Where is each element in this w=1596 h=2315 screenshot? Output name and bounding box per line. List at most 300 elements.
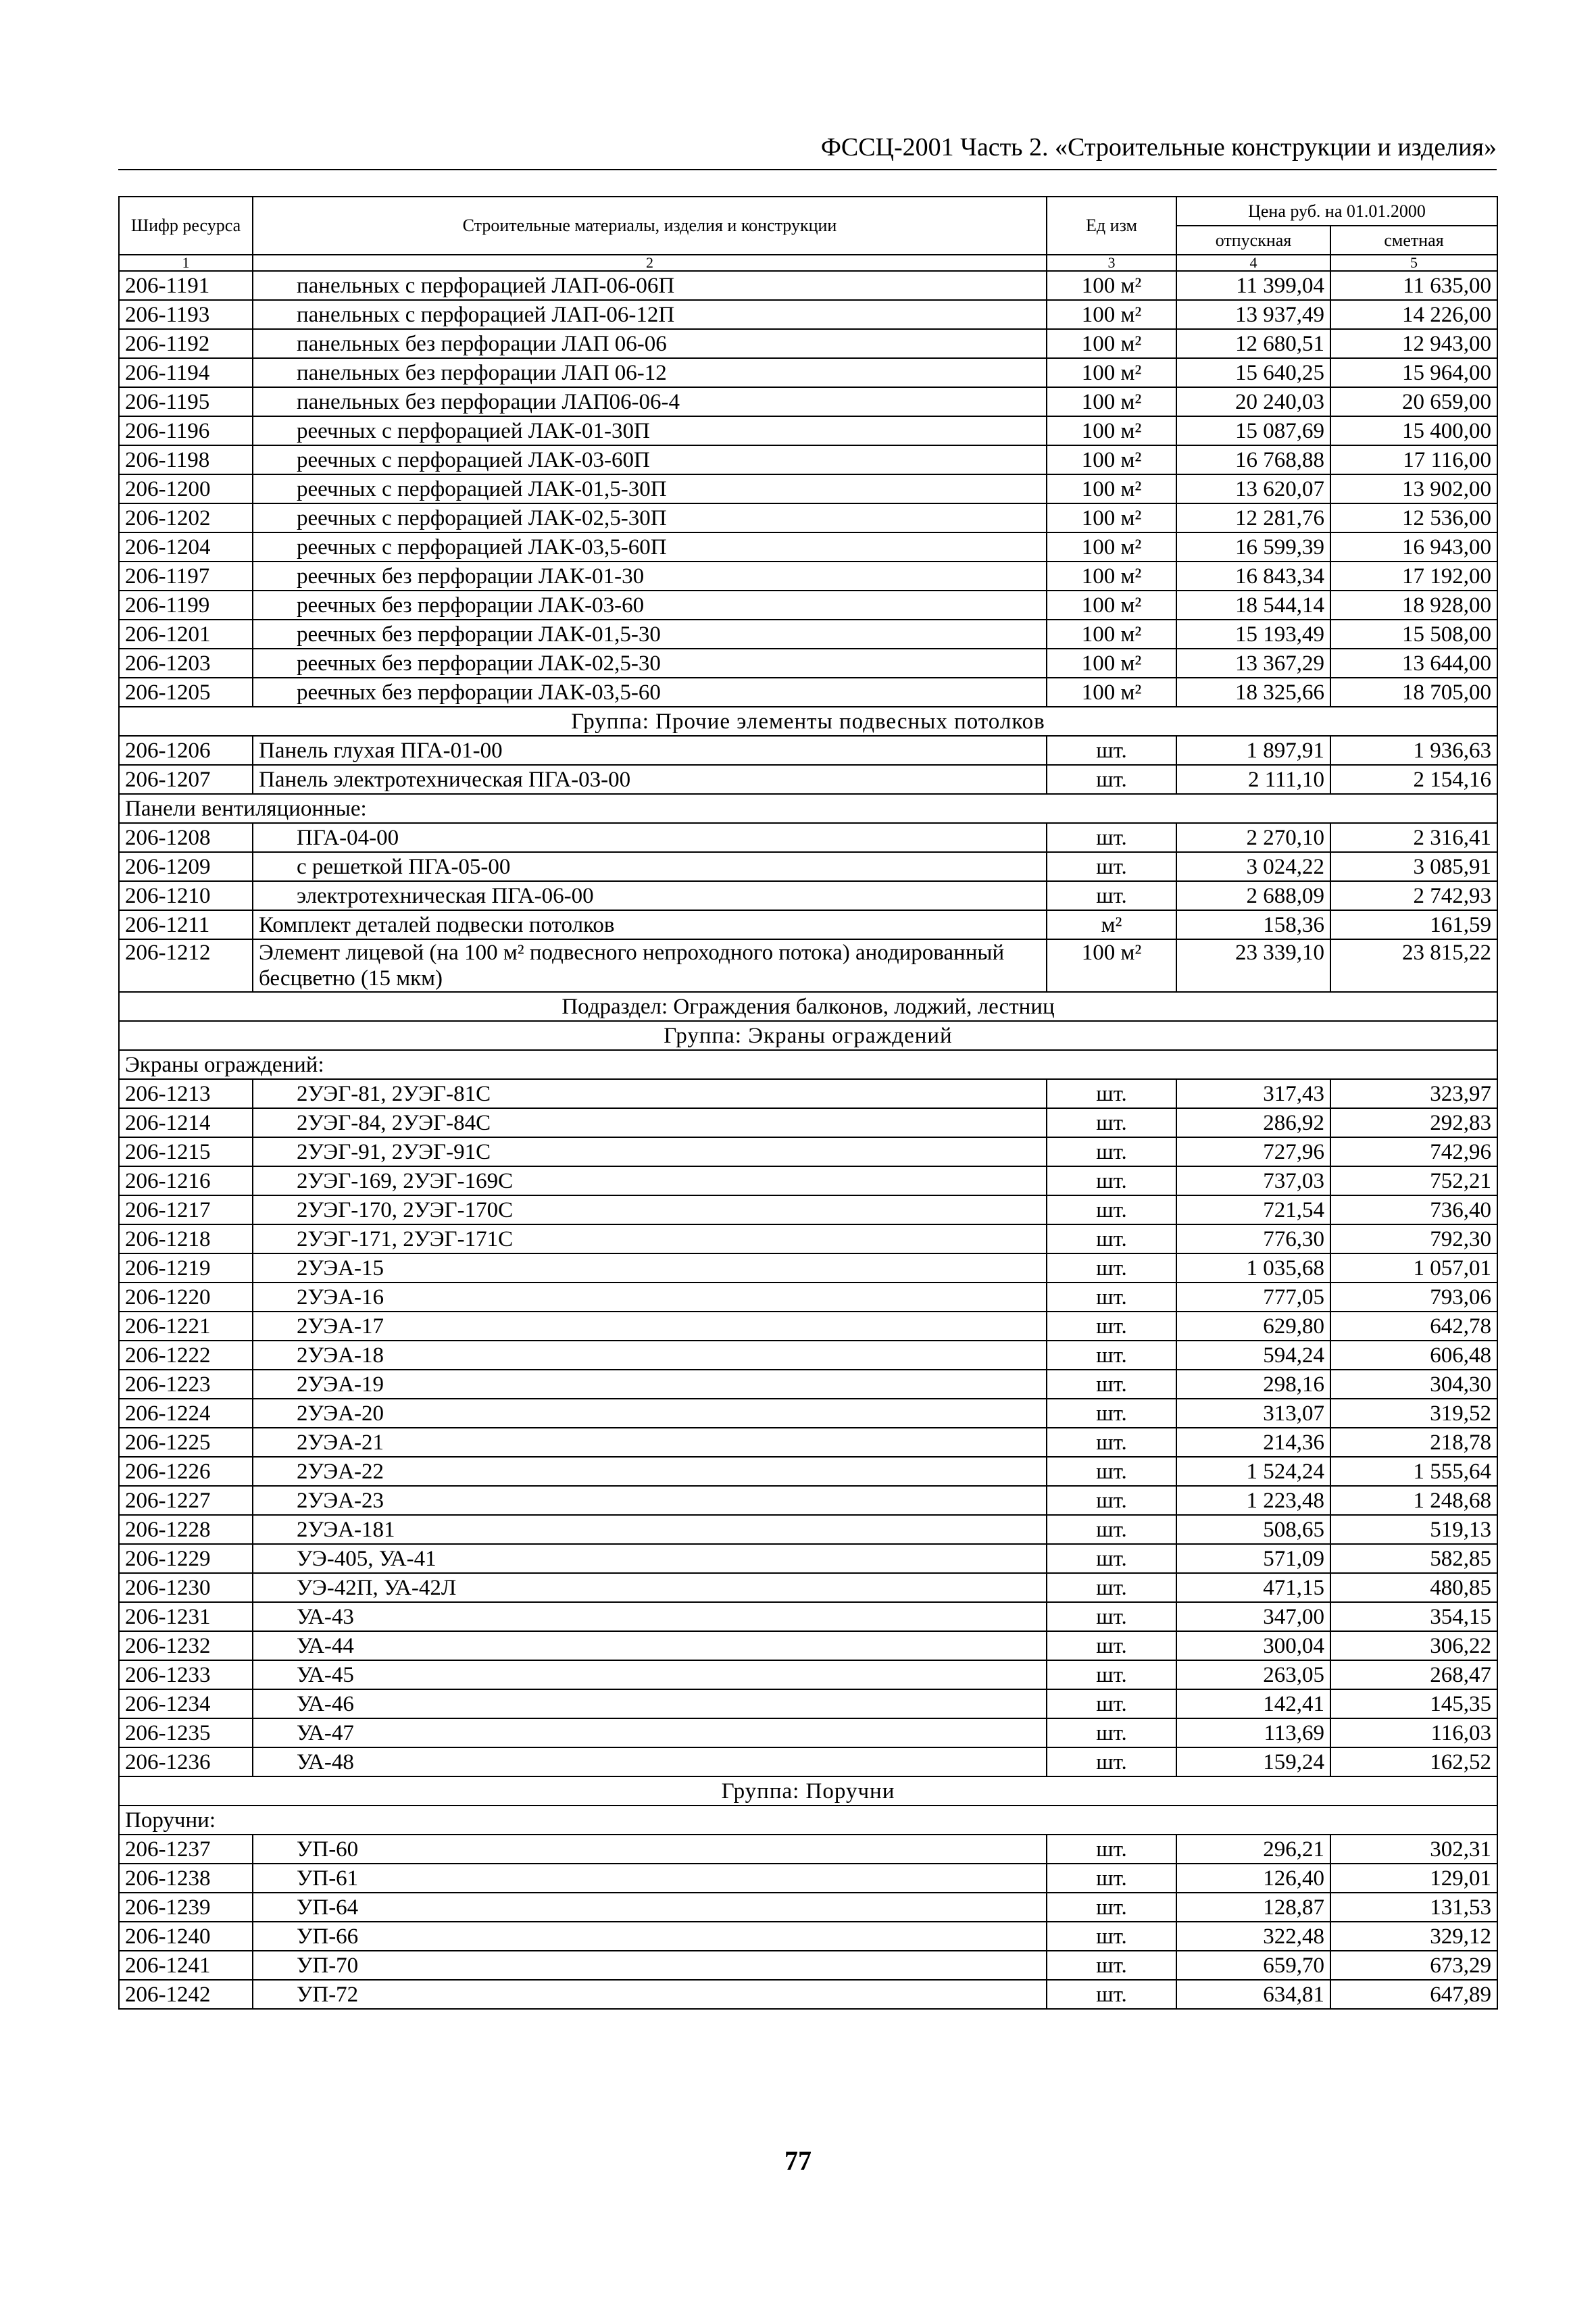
material-name: 2УЭГ-169, 2УЭГ-169С [253, 1166, 1047, 1195]
price-wholesale: 263,05 [1176, 1660, 1330, 1689]
price-wholesale: 15 193,49 [1176, 620, 1330, 649]
price-wholesale: 12 680,51 [1176, 329, 1330, 358]
price-wholesale: 508,65 [1176, 1515, 1330, 1544]
subsection-row [119, 992, 1497, 1021]
price-table [118, 196, 1498, 2010]
resource-code: 206-1222 [119, 1341, 253, 1370]
unit: 100 м² [1047, 474, 1176, 503]
price-wholesale: 11 399,04 [1176, 271, 1330, 300]
price-wholesale: 142,41 [1176, 1689, 1330, 1718]
material-name: панельных без перфорации ЛАП06-06-4 [253, 387, 1047, 416]
resource-code: 206-1210 [119, 881, 253, 910]
table-row [119, 881, 1497, 910]
price-wholesale: 18 325,66 [1176, 678, 1330, 707]
unit: шт. [1047, 1137, 1176, 1166]
resource-code: 206-1229 [119, 1544, 253, 1573]
material-name: 2УЭА-16 [253, 1283, 1047, 1312]
material-name: 2УЭА-18 [253, 1341, 1047, 1370]
price-estimate: 302,31 [1330, 1835, 1497, 1864]
material-name: 2УЭА-15 [253, 1253, 1047, 1283]
price-wholesale: 23 339,10 [1176, 939, 1330, 992]
price-estimate: 793,06 [1330, 1283, 1497, 1312]
material-name: УП-66 [253, 1922, 1047, 1951]
material-name: реечных с перфорацией ЛАК-01,5-30П [253, 474, 1047, 503]
resource-code: 206-1208 [119, 823, 253, 852]
price-wholesale: 317,43 [1176, 1079, 1330, 1108]
unit: шт. [1047, 1573, 1176, 1602]
price-wholesale: 347,00 [1176, 1602, 1330, 1631]
unit: шт. [1047, 1951, 1176, 1980]
table-row [119, 445, 1497, 474]
price-estimate: 292,83 [1330, 1108, 1497, 1137]
price-estimate: 268,47 [1330, 1660, 1497, 1689]
column-header-code: Шифр ресурса [119, 197, 253, 255]
column-header-price-group: Цена руб. на 01.01.2000 [1176, 197, 1497, 226]
price-wholesale: 2 688,09 [1176, 881, 1330, 910]
table-row [119, 1951, 1497, 1980]
price-estimate: 162,52 [1330, 1747, 1497, 1776]
material-name: 2УЭА-21 [253, 1428, 1047, 1457]
resource-code: 206-1230 [119, 1573, 253, 1602]
resource-code: 206-1228 [119, 1515, 253, 1544]
table-row [119, 562, 1497, 591]
resource-code: 206-1205 [119, 678, 253, 707]
unit: 100 м² [1047, 416, 1176, 445]
column-number: 4 [1176, 255, 1330, 271]
price-estimate: 15 400,00 [1330, 416, 1497, 445]
material-name: УА-43 [253, 1602, 1047, 1631]
column-number: 2 [253, 255, 1047, 271]
table-row [119, 620, 1497, 649]
resource-code: 206-1237 [119, 1835, 253, 1864]
table-row [119, 765, 1497, 794]
price-estimate: 673,29 [1330, 1951, 1497, 1980]
material-name: электротехническая ПГА-06-00 [253, 881, 1047, 910]
column-number: 3 [1047, 255, 1176, 271]
price-estimate: 2 742,93 [1330, 881, 1497, 910]
price-wholesale: 659,70 [1176, 1951, 1330, 1980]
price-wholesale: 1 035,68 [1176, 1253, 1330, 1283]
material-name: панельных без перфорации ЛАП 06-12 [253, 358, 1047, 387]
material-name: реечных с перфорацией ЛАК-03,5-60П [253, 532, 1047, 562]
table-row [119, 1166, 1497, 1195]
unit: шт. [1047, 1544, 1176, 1573]
note-heading: Экраны ограждений: [119, 1050, 1497, 1079]
material-name: реечных с перфорацией ЛАК-03-60П [253, 445, 1047, 474]
note-row [119, 794, 1497, 823]
price-estimate: 14 226,00 [1330, 300, 1497, 329]
price-estimate: 23 815,22 [1330, 939, 1497, 992]
price-estimate: 116,03 [1330, 1718, 1497, 1747]
table-body [119, 271, 1497, 2009]
unit: шт. [1047, 1718, 1176, 1747]
resource-code: 206-1234 [119, 1689, 253, 1718]
material-name: 2УЭА-20 [253, 1399, 1047, 1428]
unit: 100 м² [1047, 620, 1176, 649]
table-row [119, 1283, 1497, 1312]
price-wholesale: 1 524,24 [1176, 1457, 1330, 1486]
unit: шт. [1047, 1253, 1176, 1283]
price-wholesale: 286,92 [1176, 1108, 1330, 1137]
price-wholesale: 15 640,25 [1176, 358, 1330, 387]
price-wholesale: 16 843,34 [1176, 562, 1330, 591]
resource-code: 206-1197 [119, 562, 253, 591]
table-row [119, 1922, 1497, 1951]
resource-code: 206-1227 [119, 1486, 253, 1515]
resource-code: 206-1192 [119, 329, 253, 358]
material-name: реечных без перфорации ЛАК-03,5-60 [253, 678, 1047, 707]
table-row [119, 1253, 1497, 1283]
price-wholesale: 12 281,76 [1176, 503, 1330, 532]
material-name: ПГА-04-00 [253, 823, 1047, 852]
material-name: с решеткой ПГА-05-00 [253, 852, 1047, 881]
resource-code: 206-1216 [119, 1166, 253, 1195]
resource-code: 206-1201 [119, 620, 253, 649]
table-row [119, 910, 1497, 939]
table-row [119, 1602, 1497, 1631]
unit: шт. [1047, 1312, 1176, 1341]
resource-code: 206-1238 [119, 1864, 253, 1893]
group-row [119, 1776, 1497, 1806]
price-wholesale: 18 544,14 [1176, 591, 1330, 620]
table-row [119, 329, 1497, 358]
resource-code: 206-1193 [119, 300, 253, 329]
resource-code: 206-1239 [119, 1893, 253, 1922]
price-wholesale: 776,30 [1176, 1224, 1330, 1253]
column-header-unit: Ед изм [1047, 197, 1176, 255]
table-row [119, 474, 1497, 503]
material-name: 2УЭА-19 [253, 1370, 1047, 1399]
unit: 100 м² [1047, 358, 1176, 387]
price-wholesale: 214,36 [1176, 1428, 1330, 1457]
table-row [119, 1515, 1497, 1544]
price-estimate: 582,85 [1330, 1544, 1497, 1573]
note-heading: Поручни: [119, 1806, 1497, 1835]
price-estimate: 129,01 [1330, 1864, 1497, 1893]
resource-code: 206-1223 [119, 1370, 253, 1399]
price-wholesale: 296,21 [1176, 1835, 1330, 1864]
material-name: реечных с перфорацией ЛАК-02,5-30П [253, 503, 1047, 532]
page-number: 77 [784, 2145, 812, 2176]
material-name: УП-72 [253, 1980, 1047, 2009]
table-row [119, 1893, 1497, 1922]
material-name: УА-47 [253, 1718, 1047, 1747]
material-name: 2УЭА-181 [253, 1515, 1047, 1544]
price-estimate: 1 555,64 [1330, 1457, 1497, 1486]
table-row [119, 1544, 1497, 1573]
price-wholesale: 721,54 [1176, 1195, 1330, 1224]
resource-code: 206-1191 [119, 271, 253, 300]
resource-code: 206-1207 [119, 765, 253, 794]
price-estimate: 18 705,00 [1330, 678, 1497, 707]
price-wholesale: 629,80 [1176, 1312, 1330, 1341]
price-wholesale: 13 937,49 [1176, 300, 1330, 329]
material-name: панельных с перфорацией ЛАП-06-06П [253, 271, 1047, 300]
resource-code: 206-1240 [119, 1922, 253, 1951]
material-name: 2УЭГ-171, 2УЭГ-171С [253, 1224, 1047, 1253]
price-estimate: 306,22 [1330, 1631, 1497, 1660]
price-estimate: 145,35 [1330, 1689, 1497, 1718]
price-wholesale: 113,69 [1176, 1718, 1330, 1747]
resource-code: 206-1225 [119, 1428, 253, 1457]
price-wholesale: 1 897,91 [1176, 736, 1330, 765]
price-wholesale: 777,05 [1176, 1283, 1330, 1312]
resource-code: 206-1242 [119, 1980, 253, 2009]
price-wholesale: 571,09 [1176, 1544, 1330, 1573]
price-estimate: 480,85 [1330, 1573, 1497, 1602]
table-row [119, 416, 1497, 445]
resource-code: 206-1218 [119, 1224, 253, 1253]
unit: шт. [1047, 881, 1176, 910]
table-row [119, 1631, 1497, 1660]
price-wholesale: 471,15 [1176, 1573, 1330, 1602]
table-row [119, 1486, 1497, 1515]
material-name: реечных без перфорации ЛАК-01-30 [253, 562, 1047, 591]
table-row [119, 1195, 1497, 1224]
unit: шт. [1047, 823, 1176, 852]
price-wholesale: 13 367,29 [1176, 649, 1330, 678]
material-name: панельных с перфорацией ЛАП-06-12П [253, 300, 1047, 329]
resource-code: 206-1213 [119, 1079, 253, 1108]
table-row [119, 1718, 1497, 1747]
unit: 100 м² [1047, 591, 1176, 620]
price-wholesale: 300,04 [1176, 1631, 1330, 1660]
unit: шт. [1047, 1980, 1176, 2009]
resource-code: 206-1236 [119, 1747, 253, 1776]
resource-code: 206-1206 [119, 736, 253, 765]
price-estimate: 12 943,00 [1330, 329, 1497, 358]
price-wholesale: 313,07 [1176, 1399, 1330, 1428]
material-name: реечных без перфорации ЛАК-02,5-30 [253, 649, 1047, 678]
resource-code: 206-1209 [119, 852, 253, 881]
material-name: 2УЭГ-81, 2УЭГ-81С [253, 1079, 1047, 1108]
unit: шт. [1047, 1283, 1176, 1312]
table-row [119, 1864, 1497, 1893]
price-estimate: 304,30 [1330, 1370, 1497, 1399]
price-wholesale: 322,48 [1176, 1922, 1330, 1951]
price-estimate: 752,21 [1330, 1166, 1497, 1195]
price-wholesale: 2 270,10 [1176, 823, 1330, 852]
table-row [119, 1980, 1497, 2009]
table-row [119, 1747, 1497, 1776]
price-wholesale: 298,16 [1176, 1370, 1330, 1399]
group-heading: Группа: Прочие элементы подвесных потолков [119, 707, 1497, 736]
price-estimate: 13 644,00 [1330, 649, 1497, 678]
price-estimate: 1 248,68 [1330, 1486, 1497, 1515]
table-row [119, 1573, 1497, 1602]
table-header [119, 197, 1497, 271]
material-name: 2УЭА-17 [253, 1312, 1047, 1341]
resource-code: 206-1220 [119, 1283, 253, 1312]
table-row [119, 1835, 1497, 1864]
resource-code: 206-1232 [119, 1631, 253, 1660]
table-row [119, 1341, 1497, 1370]
material-name: УП-70 [253, 1951, 1047, 1980]
price-estimate: 2 316,41 [1330, 823, 1497, 852]
resource-code: 206-1221 [119, 1312, 253, 1341]
unit: 100 м² [1047, 939, 1176, 992]
price-wholesale: 15 087,69 [1176, 416, 1330, 445]
price-wholesale: 159,24 [1176, 1747, 1330, 1776]
table-row [119, 1457, 1497, 1486]
material-name: 2УЭА-23 [253, 1486, 1047, 1515]
price-estimate: 16 943,00 [1330, 532, 1497, 562]
price-wholesale: 1 223,48 [1176, 1486, 1330, 1515]
material-name: УА-45 [253, 1660, 1047, 1689]
unit: 100 м² [1047, 387, 1176, 416]
resource-code: 206-1203 [119, 649, 253, 678]
unit: шт. [1047, 765, 1176, 794]
unit: шт. [1047, 1108, 1176, 1137]
price-estimate: 218,78 [1330, 1428, 1497, 1457]
unit: шт. [1047, 1341, 1176, 1370]
column-header-price-wholesale: отпускная [1176, 226, 1330, 255]
resource-code: 206-1199 [119, 591, 253, 620]
price-estimate: 323,97 [1330, 1079, 1497, 1108]
resource-code: 206-1217 [119, 1195, 253, 1224]
unit: шт. [1047, 1370, 1176, 1399]
table-row [119, 532, 1497, 562]
price-wholesale: 13 620,07 [1176, 474, 1330, 503]
table-row [119, 1428, 1497, 1457]
unit: 100 м² [1047, 329, 1176, 358]
group-heading: Группа: Экраны ограждений [119, 1021, 1497, 1050]
table-row [119, 503, 1497, 532]
table-row [119, 939, 1497, 992]
price-estimate: 329,12 [1330, 1922, 1497, 1951]
table-row [119, 1689, 1497, 1718]
unit: 100 м² [1047, 649, 1176, 678]
column-number: 5 [1330, 255, 1497, 271]
price-estimate: 642,78 [1330, 1312, 1497, 1341]
table-row [119, 1370, 1497, 1399]
table-row [119, 1660, 1497, 1689]
unit: шт. [1047, 1747, 1176, 1776]
material-name: 2УЭА-22 [253, 1457, 1047, 1486]
material-name: УП-64 [253, 1893, 1047, 1922]
unit: 100 м² [1047, 678, 1176, 707]
note-heading: Панели вентиляционные: [119, 794, 1497, 823]
price-estimate: 1 057,01 [1330, 1253, 1497, 1283]
table-row [119, 1224, 1497, 1253]
material-name: Комплект деталей подвески потолков [253, 910, 1047, 939]
price-estimate: 792,30 [1330, 1224, 1497, 1253]
unit: шт. [1047, 1399, 1176, 1428]
note-row [119, 1806, 1497, 1835]
resource-code: 206-1195 [119, 387, 253, 416]
material-name: реечных без перфорации ЛАК-03-60 [253, 591, 1047, 620]
resource-code: 206-1226 [119, 1457, 253, 1486]
price-estimate: 15 508,00 [1330, 620, 1497, 649]
unit: шт. [1047, 1515, 1176, 1544]
price-estimate: 11 635,00 [1330, 271, 1497, 300]
price-wholesale: 20 240,03 [1176, 387, 1330, 416]
table-row [119, 387, 1497, 416]
material-name: УА-48 [253, 1747, 1047, 1776]
unit: шт. [1047, 1486, 1176, 1515]
material-name: 2УЭГ-91, 2УЭГ-91С [253, 1137, 1047, 1166]
group-heading: Группа: Поручни [119, 1776, 1497, 1806]
table-row [119, 649, 1497, 678]
price-wholesale: 634,81 [1176, 1980, 1330, 2009]
unit: шт. [1047, 852, 1176, 881]
price-estimate: 17 116,00 [1330, 445, 1497, 474]
resource-code: 206-1231 [119, 1602, 253, 1631]
material-name: УЭ-405, УА-41 [253, 1544, 1047, 1573]
subsection-heading: Подраздел: Ограждения балконов, лоджий, лестниц [119, 992, 1497, 1021]
resource-code: 206-1198 [119, 445, 253, 474]
price-wholesale: 594,24 [1176, 1341, 1330, 1370]
unit: 100 м² [1047, 271, 1176, 300]
unit: 100 м² [1047, 300, 1176, 329]
resource-code: 206-1212 [119, 939, 253, 992]
price-estimate: 13 902,00 [1330, 474, 1497, 503]
unit: шт. [1047, 1660, 1176, 1689]
table-row [119, 300, 1497, 329]
unit: 100 м² [1047, 503, 1176, 532]
unit: шт. [1047, 736, 1176, 765]
table-row [119, 823, 1497, 852]
price-estimate: 606,48 [1330, 1341, 1497, 1370]
table-row [119, 271, 1497, 300]
material-name: УП-60 [253, 1835, 1047, 1864]
price-wholesale: 16 768,88 [1176, 445, 1330, 474]
price-estimate: 519,13 [1330, 1515, 1497, 1544]
table-row [119, 678, 1497, 707]
resource-code: 206-1241 [119, 1951, 253, 1980]
material-name: УЭ-42П, УА-42Л [253, 1573, 1047, 1602]
unit: шт. [1047, 1922, 1176, 1951]
material-name: УП-61 [253, 1864, 1047, 1893]
resource-code: 206-1219 [119, 1253, 253, 1283]
table-row [119, 1137, 1497, 1166]
unit: шт. [1047, 1195, 1176, 1224]
unit: шт. [1047, 1631, 1176, 1660]
price-wholesale: 16 599,39 [1176, 532, 1330, 562]
material-name: УА-44 [253, 1631, 1047, 1660]
table-row [119, 1108, 1497, 1137]
note-row [119, 1050, 1497, 1079]
table-row [119, 358, 1497, 387]
column-header-price-estimate: сметная [1330, 226, 1497, 255]
material-name: 2УЭГ-84, 2УЭГ-84С [253, 1108, 1047, 1137]
resource-code: 206-1200 [119, 474, 253, 503]
price-estimate: 354,15 [1330, 1602, 1497, 1631]
price-estimate: 20 659,00 [1330, 387, 1497, 416]
price-wholesale: 727,96 [1176, 1137, 1330, 1166]
table-row [119, 1079, 1497, 1108]
unit: шт. [1047, 1835, 1176, 1864]
resource-code: 206-1196 [119, 416, 253, 445]
material-name: 2УЭГ-170, 2УЭГ-170С [253, 1195, 1047, 1224]
material-name: панельных без перфорации ЛАП 06-06 [253, 329, 1047, 358]
price-estimate: 319,52 [1330, 1399, 1497, 1428]
unit: м² [1047, 910, 1176, 939]
resource-code: 206-1202 [119, 503, 253, 532]
material-name: реечных без перфорации ЛАК-01,5-30 [253, 620, 1047, 649]
table-row [119, 1399, 1497, 1428]
unit: шт. [1047, 1079, 1176, 1108]
price-wholesale: 126,40 [1176, 1864, 1330, 1893]
price-estimate: 18 928,00 [1330, 591, 1497, 620]
resource-code: 206-1211 [119, 910, 253, 939]
table-row [119, 591, 1497, 620]
material-name: УА-46 [253, 1689, 1047, 1718]
unit: шт. [1047, 1602, 1176, 1631]
table-row [119, 1312, 1497, 1341]
price-wholesale: 2 111,10 [1176, 765, 1330, 794]
group-row [119, 1021, 1497, 1050]
